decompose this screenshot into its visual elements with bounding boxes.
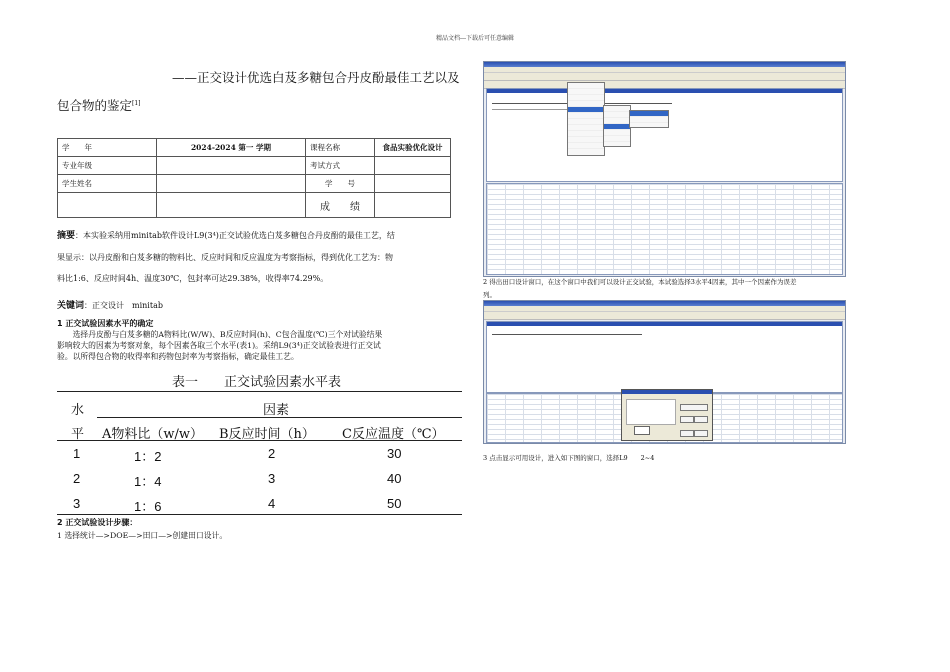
column-c: C反应温度（℃） bbox=[342, 427, 445, 442]
row-1-level: 1 bbox=[73, 446, 81, 461]
name-value bbox=[157, 175, 306, 193]
session-window bbox=[486, 88, 843, 182]
toolbar bbox=[484, 73, 845, 81]
toolbar bbox=[484, 312, 845, 320]
level-header-top: 水 bbox=[71, 403, 85, 418]
ok-button bbox=[680, 430, 694, 437]
keywords-label: 关键词 bbox=[57, 301, 85, 311]
row-1-c: 30 bbox=[387, 446, 402, 461]
row-1-a: 1：2 bbox=[134, 449, 162, 464]
factor-level-table bbox=[57, 391, 462, 515]
section-2-heading: 2 正交试验设计步骤： bbox=[57, 518, 138, 527]
abstract bbox=[57, 225, 461, 289]
id-label: 学 号 bbox=[306, 175, 375, 193]
header-divider bbox=[97, 417, 462, 418]
course-label: 课程名称 bbox=[306, 139, 375, 157]
table-1-title: 表一 正交试验因素水平表 bbox=[172, 375, 342, 390]
keywords bbox=[57, 298, 163, 311]
name-label: 学生姓名 bbox=[58, 175, 157, 193]
exam-value bbox=[375, 157, 451, 175]
factor-count-select bbox=[634, 426, 650, 435]
row-2-a: 1：4 bbox=[134, 474, 162, 489]
abstract-line-2: 果显示：以丹皮酚和白芨多糖的物料比、反应时间和反应温度为考察指标，得到优化工艺为：物 bbox=[57, 253, 393, 262]
design-type-options bbox=[626, 399, 676, 425]
taguchi-menu bbox=[629, 110, 669, 128]
abstract-line-1: 摘要：本实验采纳用minitab软件设计L9(3⁴)正交试验优选白芨多糖包合丹皮酚的最佳工艺，结 bbox=[57, 231, 395, 241]
title-line-1: ——正交设计优选白芨多糖包合丹皮酚最佳工艺以及 bbox=[172, 70, 460, 85]
caption-step-2: 2 得出田口设计窗口，在这个窗口中我们可以设计正交试验，本试验选择3水平4因素，其中一个因素作为误差 bbox=[483, 278, 797, 286]
title-line-2 bbox=[57, 96, 141, 114]
taguchi-dialog bbox=[621, 389, 713, 441]
minitab-screenshot-menu bbox=[483, 61, 846, 277]
id-value bbox=[375, 175, 451, 193]
abstract-label: 摘要 bbox=[57, 231, 76, 241]
blank-cell bbox=[58, 193, 157, 218]
section-1-body: 选择丹皮酚与白芨多糖的A物料比(W/W)、B反应时间(h)、C包合温度(℃)三个对试验结果 影响较大的因素为考察对象，每个因素各取三个水平(表1)。采纳L9(3⁴)正交试验表进行正交试 验。以所得包合物的收得率和药物包封率为考察指标，确定最佳工艺。 bbox=[57, 330, 383, 361]
student-info-table bbox=[57, 138, 451, 218]
caption-step-2-cont: 列。 bbox=[483, 291, 496, 299]
row-3-level: 3 bbox=[73, 496, 81, 511]
section-1-heading: 1 正交试验因素水平的确定 bbox=[57, 319, 154, 328]
row-1-b: 2 bbox=[268, 446, 276, 461]
session-window bbox=[486, 321, 843, 393]
major-value bbox=[157, 157, 306, 175]
body-divider bbox=[57, 440, 462, 441]
keywords-text: ：正交设计 minitab bbox=[84, 301, 163, 310]
major-label: 专业年级 bbox=[58, 157, 157, 175]
blank-cell bbox=[157, 193, 306, 218]
row-2-c: 40 bbox=[387, 471, 402, 486]
row-3-c: 50 bbox=[387, 496, 402, 511]
row-2-b: 3 bbox=[268, 471, 276, 486]
term-label: 学 年 bbox=[58, 139, 157, 157]
section-2-step-1: 1 选择统计—>DOE—>田口—>创建田口设计。 bbox=[57, 531, 228, 540]
row-2-level: 2 bbox=[73, 471, 81, 486]
cancel-button bbox=[694, 430, 708, 437]
factors-button bbox=[694, 416, 708, 423]
title-line-2-text: 包合物的鉴定 bbox=[57, 98, 133, 113]
score-value bbox=[375, 193, 451, 218]
display-designs-button bbox=[680, 404, 708, 411]
stat-menu bbox=[567, 82, 605, 156]
row-3-b: 4 bbox=[268, 496, 276, 511]
page-header: 精品文档---下载后可任意编辑 bbox=[435, 35, 515, 42]
minitab-screenshot-dialog bbox=[483, 300, 846, 444]
column-b: B反应时间（h） bbox=[219, 427, 315, 442]
title-reference: [1] bbox=[132, 99, 141, 107]
level-header-bottom: 平 bbox=[71, 427, 85, 442]
course-value: 食品实验优化设计 bbox=[375, 139, 451, 157]
designs-button bbox=[680, 416, 694, 423]
row-3-a: 1：6 bbox=[134, 499, 162, 514]
exam-label: 考试方式 bbox=[306, 157, 375, 175]
caption-step-3: 3 点击显示可用设计，进入如下图的窗口，选择L9 2~4 bbox=[483, 454, 655, 462]
abstract-line-3: 料比1:6、反应时间4h、温度30℃，包封率可达29.38%，收得率74.29%。 bbox=[57, 274, 329, 283]
column-a: A物料比（w/w） bbox=[102, 427, 204, 442]
doe-menu bbox=[603, 105, 631, 147]
worksheet-grid bbox=[486, 183, 843, 275]
factor-header: 因素 bbox=[263, 403, 290, 418]
term-value: 2024-2024 第一 学期 bbox=[157, 139, 306, 157]
score-label: 成 绩 bbox=[306, 193, 375, 218]
